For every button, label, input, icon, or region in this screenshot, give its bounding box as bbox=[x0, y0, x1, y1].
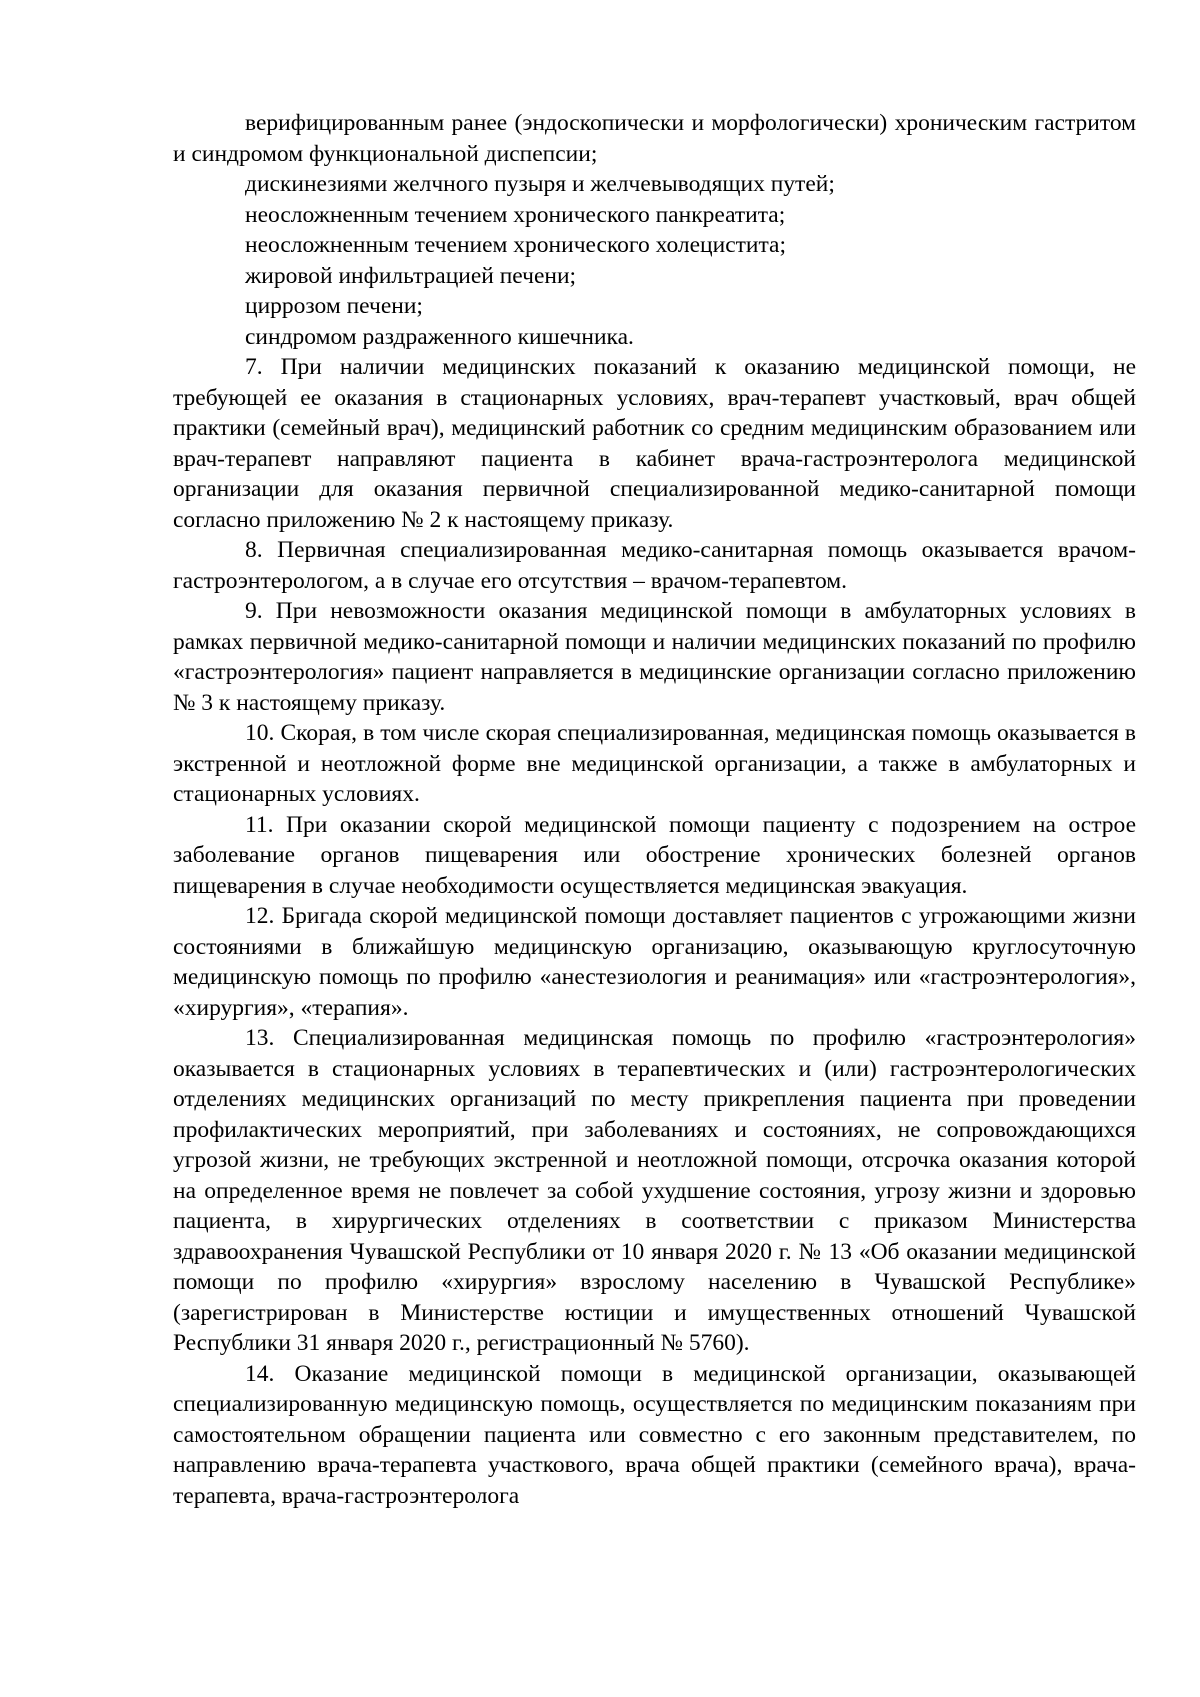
paragraph-8: 8. Первичная специализированная медико-санитарная помощь оказывается врачом-гастроэнтерологом, а в случае его отсутствия – врачом-терапевтом. bbox=[173, 537, 1136, 594]
paragraph-gastritis: верифицированным ранее (эндоскопически и морфологически) хроническим гастритом и синдромом функциональной диспепсии; bbox=[173, 110, 1136, 167]
list-item-cholecystitis: неосложненным течением хронического холецистита; bbox=[245, 232, 787, 258]
paragraph-7: 7. При наличии медицинских показаний к оказанию медицинской помощи, не требующей ее оказания в стационарных условиях, врач-терапевт участковый, врач общей практики (семейный врач), медицинский работник со средним медицинским образованием или врач-терапевт направляют пациента в кабинет врача-гастроэнтеролога медицинской организации для оказания первичной специализированной медико-санитарной помощи согласно приложению № 2 к настоящему приказу. bbox=[173, 354, 1136, 533]
list-item-fatty-liver: жировой инфильтрацией печени; bbox=[245, 262, 577, 289]
list-item-pancreatitis: неосложненным течением хронического панкреатита; bbox=[245, 201, 786, 228]
paragraph-12: 12. Бригада скорой медицинской помощи доставляет пациентов с угрожающими жизни состояниями в ближайшую медицинскую организацию, оказывающую круглосуточную медицинскую помощь по профилю «анестезиология и реанимация» или «гастроэнтерология», «хирургия», «терапия». bbox=[173, 903, 1136, 1021]
list-item-ibs: синдромом раздраженного кишечника. bbox=[245, 323, 634, 350]
paragraph-11: 11. При оказании скорой медицинской помощи пациенту с подозрением на острое заболевание органов пищеварения или обострение хронических болезней органов пищеварения в случае необходимости осуществляется медицинская эвакуация. bbox=[173, 811, 1136, 899]
paragraph-9: 9. При невозможности оказания медицинской помощи в амбулаторных условиях в рамках первичной медико-санитарной помощи и наличии медицинских показаний по профилю «гастроэнтерология» пациент направляется в медицинские организации согласно приложению № 3 к настоящему приказу. bbox=[173, 598, 1136, 716]
list-item-dyskinesia: дискинезиями желчного пузыря и желчевыводящих путей; bbox=[245, 171, 835, 197]
paragraph-14: 14. Оказание медицинской помощи в медицинской организации, оказывающей специализированную медицинскую помощь, осуществляется по медицинским показаниям при самостоятельном обращении пациента или совместно с его законным представителем, по направлению врача-терапевта участкового, врача общей практики (семейного врача), врача-терапевта, врача-гастроэнтеролога bbox=[173, 1360, 1136, 1509]
paragraph-13: 13. Специализированная медицинская помощь по профилю «гастроэнтерология» оказывается в стационарных условиях в терапевтических и (или) гастроэнтерологических отделениях медицинских организаций по месту прикрепления пациента при проведении профилактических мероприятий, при заболеваниях и состояниях, не сопровождающихся угрозой жизни, не требующих экстренной и неотложной помощи, отсрочка оказания которой на определенное время не повлечет за собой ухудшение состояния, угрозу жизни и здоровью пациента, в хирургических отделениях в соответствии с приказом Министерства здравоохранения Чувашской Республики от 10 января 2020 г. № 13 «Об оказании медицинской помощи по профилю «хирургия» взрослому населению в Чувашской Республике» (зарегистрирован в Министерстве юстиции и имущественных отношений Чувашской Республики 31 января 2020 г., регистрационный № 5760). bbox=[173, 1025, 1136, 1356]
document-page bbox=[173, 108, 1136, 1511]
list-item-cirrhosis: циррозом печени; bbox=[245, 293, 423, 319]
paragraph-10: 10. Скорая, в том числе скорая специализированная, медицинская помощь оказывается в экстренной и неотложной форме вне медицинской организации, а также в амбулаторных и стационарных условиях. bbox=[173, 720, 1136, 807]
